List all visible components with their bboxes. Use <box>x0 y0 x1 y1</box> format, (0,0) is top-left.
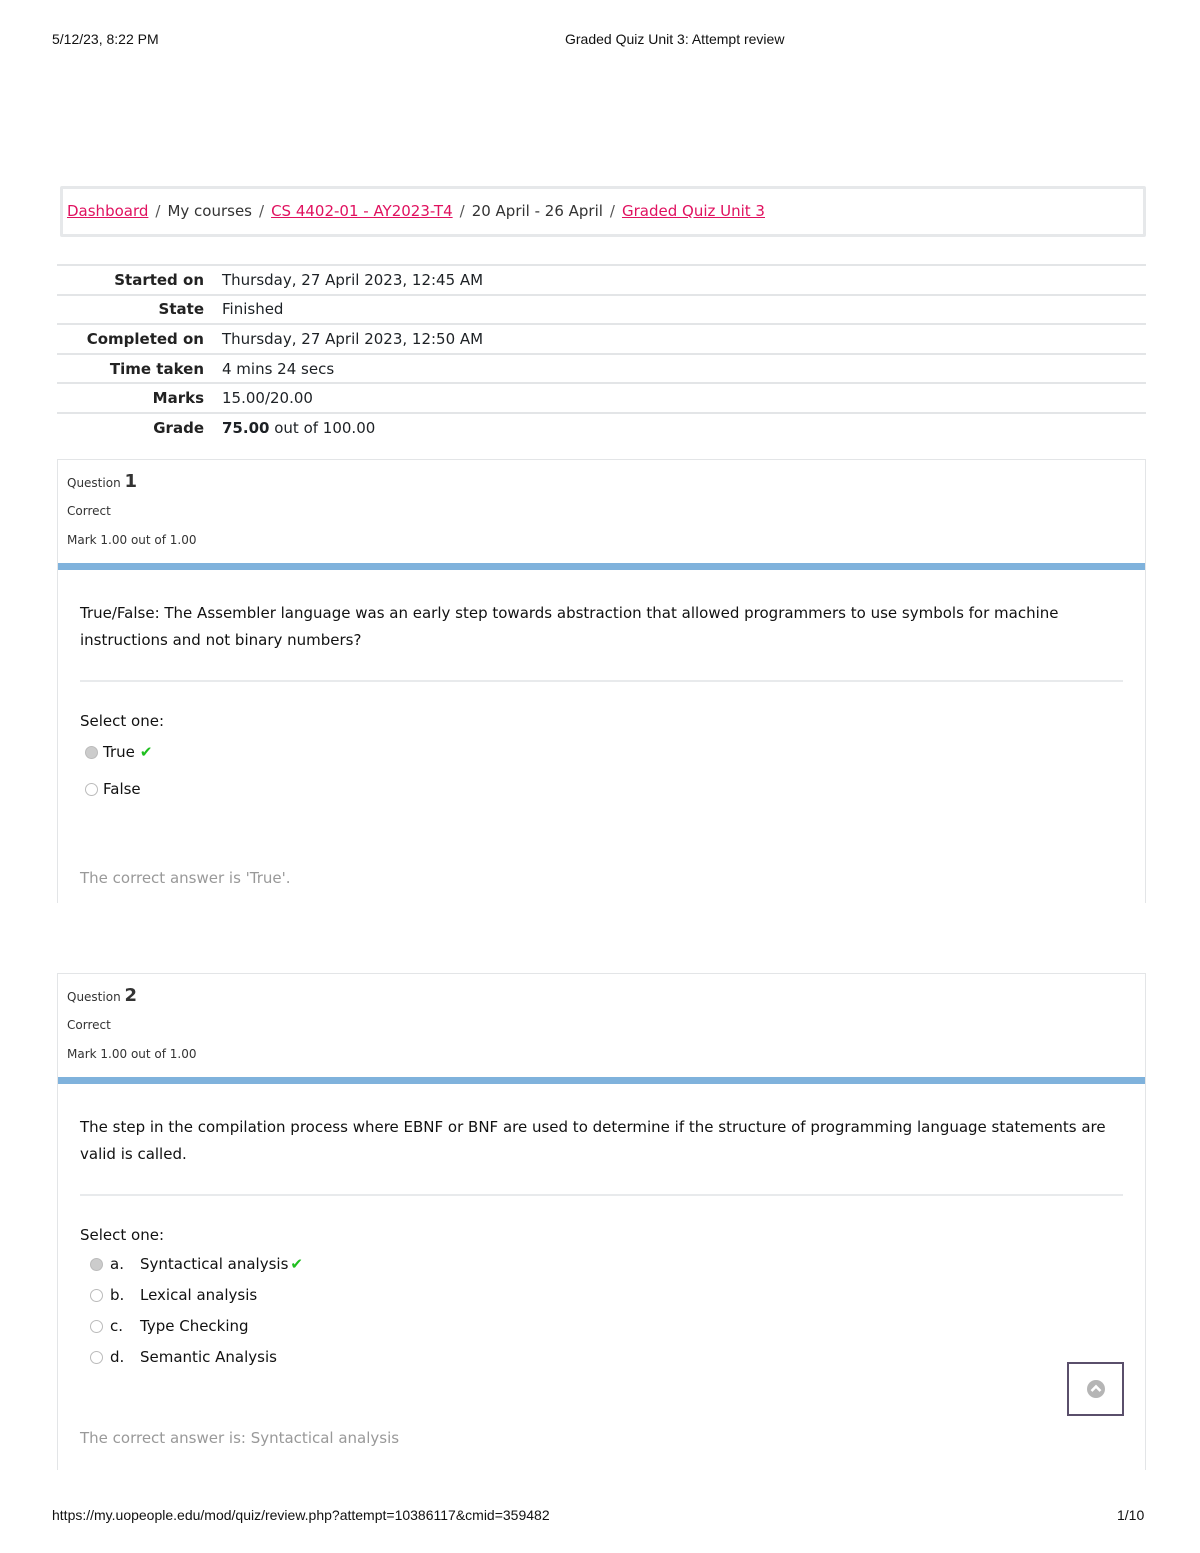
question-text: The step in the compilation process where EBNF or BNF are used to determine if the structure of programming language statements are valid is called. <box>80 1118 1106 1163</box>
question-info <box>58 460 1145 563</box>
select-one-label: Select one: <box>80 1226 165 1244</box>
correct-check-icon: ✔ <box>290 1255 303 1273</box>
correct-check-icon: ✔ <box>139 743 153 761</box>
question-mark: Mark 1.00 out of 1.00 <box>67 533 197 547</box>
summary-row <box>57 265 1146 295</box>
option-text: True <box>103 743 135 761</box>
grade-value: 75.00 <box>222 419 270 438</box>
option-letter: c. <box>110 1317 124 1335</box>
select-one-label: Select one: <box>80 712 165 730</box>
divider <box>80 680 1123 682</box>
radio-selected[interactable] <box>85 746 98 759</box>
answer-option-d[interactable] <box>80 1342 1123 1373</box>
summary-value: 4 mins 24 secs <box>222 354 1146 384</box>
question-label: Question <box>67 990 121 1004</box>
summary-value: 15.00/20.00 <box>222 383 1146 413</box>
answer-option-true[interactable] <box>80 737 1123 768</box>
breadcrumb-quiz[interactable]: Graded Quiz Unit 3 <box>621 202 765 220</box>
question-feedback: The correct answer is 'True'. <box>80 869 291 887</box>
breadcrumb <box>60 186 1146 237</box>
radio-unselected[interactable] <box>90 1289 103 1302</box>
summary-label: Completed on <box>57 324 222 354</box>
summary-value <box>222 413 1146 443</box>
question-2 <box>57 973 1146 1470</box>
radio-selected[interactable] <box>90 1258 103 1271</box>
breadcrumb-separator: / <box>459 202 465 220</box>
summary-row <box>57 413 1146 443</box>
grade-out-of: out of 100.00 <box>274 419 376 438</box>
answer-option-b[interactable] <box>80 1280 1123 1311</box>
print-url: https://my.uopeople.edu/mod/quiz/review.php?attempt=10386117&cmid=359482 <box>52 1507 550 1523</box>
question-status: Correct <box>67 504 111 518</box>
question-number: 2 <box>124 985 138 1006</box>
chevron-up-circle-icon <box>1086 1379 1106 1399</box>
summary-label: Started on <box>57 265 222 295</box>
breadcrumb-week: 20 April - 26 April <box>471 202 603 220</box>
question-label: Question <box>67 476 121 490</box>
question-1 <box>57 459 1146 903</box>
summary-label: Time taken <box>57 354 222 384</box>
breadcrumb-course[interactable]: CS 4402-01 - AY2023-T4 <box>271 202 453 220</box>
radio-unselected[interactable] <box>90 1320 103 1333</box>
option-text: Syntactical analysis <box>140 1255 289 1273</box>
answer-option-false[interactable] <box>80 774 1123 805</box>
summary-label: Grade <box>57 413 222 443</box>
summary-row <box>57 324 1146 354</box>
attempt-summary-table <box>57 264 1146 443</box>
summary-value: Thursday, 27 April 2023, 12:50 AM <box>222 324 1146 354</box>
breadcrumb-separator: / <box>259 202 265 220</box>
radio-unselected[interactable] <box>85 783 98 796</box>
breadcrumb-dashboard[interactable]: Dashboard <box>67 202 149 220</box>
back-to-top-button[interactable] <box>1067 1362 1124 1416</box>
breadcrumb-separator: / <box>155 202 161 220</box>
question-feedback: The correct answer is: Syntactical analysis <box>80 1429 400 1447</box>
summary-row <box>57 295 1146 325</box>
question-divider-bar <box>58 563 1145 570</box>
breadcrumb-my-courses: My courses <box>167 202 252 220</box>
question-status: Correct <box>67 1018 111 1032</box>
option-text: Lexical analysis <box>140 1286 258 1304</box>
answer-option-a[interactable] <box>80 1249 1123 1280</box>
print-datetime: 5/12/23, 8:22 PM <box>52 31 159 47</box>
summary-value: Thursday, 27 April 2023, 12:45 AM <box>222 265 1146 295</box>
print-title: Graded Quiz Unit 3: Attempt review <box>565 31 785 47</box>
question-info <box>58 974 1145 1077</box>
question-divider-bar <box>58 1077 1145 1084</box>
question-number: 1 <box>124 471 138 492</box>
option-text: False <box>103 780 141 798</box>
option-text: Type Checking <box>140 1317 249 1335</box>
radio-unselected[interactable] <box>90 1351 103 1364</box>
answer-option-c[interactable] <box>80 1311 1123 1342</box>
summary-value: Finished <box>222 295 1146 325</box>
option-letter: d. <box>110 1348 125 1366</box>
summary-label: State <box>57 295 222 325</box>
summary-row <box>57 383 1146 413</box>
question-text: True/False: The Assembler language was an early step towards abstraction that allowed programmers to use symbols for machine instructions and not binary numbers? <box>80 604 1059 649</box>
divider <box>80 1194 1123 1196</box>
print-page-number: 1/10 <box>1117 1507 1145 1523</box>
summary-row <box>57 354 1146 384</box>
question-mark: Mark 1.00 out of 1.00 <box>67 1047 197 1061</box>
breadcrumb-separator: / <box>609 202 615 220</box>
summary-label: Marks <box>57 383 222 413</box>
option-letter: b. <box>110 1286 125 1304</box>
option-text: Semantic Analysis <box>140 1348 277 1366</box>
option-letter: a. <box>110 1255 124 1273</box>
